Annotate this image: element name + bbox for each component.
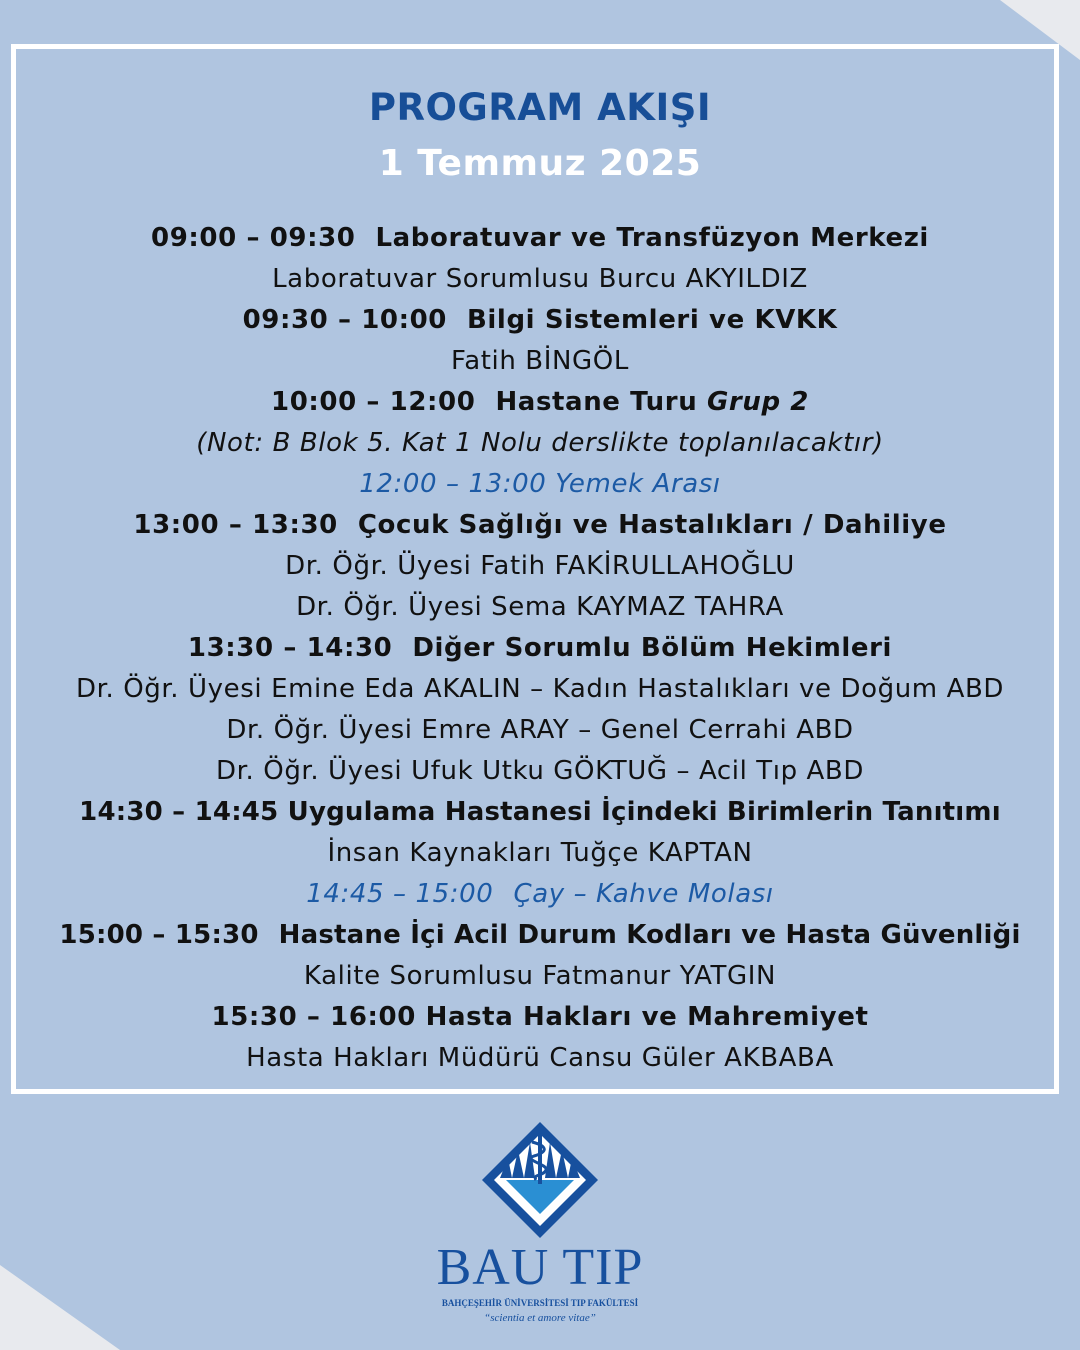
session-header [0,300,1080,341]
session-header [0,382,1080,423]
session-speaker: Dr. Öğr. Üyesi Emine Eda AKALIN – Kadın Hastalıkları ve Doğum ABD [75,674,1005,704]
page-title: PROGRAM AKIŞI [368,86,712,129]
session-header [0,915,1080,956]
session-header [0,505,1080,546]
session-time: 10:00 – 12:00 [271,387,476,417]
session-header [0,628,1080,669]
session-speaker: Kalite Sorumlusu Fatmanur YATGIN [303,961,777,991]
bau-tip-logo [420,1120,660,1330]
logo-motto: “scientia et amore vitae” [484,1312,596,1324]
corner-decoration-bottom [0,1265,120,1350]
session-title: Hasta Hakları ve Mahremiyet [425,1002,869,1032]
session-time: 15:00 – 15:30 [59,920,259,950]
session-time: 14:30 – 14:45 [79,797,279,827]
session-speaker: Fatih BİNGÖL [451,346,629,376]
session-header [0,997,1080,1038]
break-title: Çay – Kahve Molası [513,879,774,909]
session-time: 15:30 – 16:00 [211,1002,416,1032]
session-header [0,792,1080,833]
lunch-break: 12:00 – 13:00 Yemek Arası [359,469,721,499]
session-speaker: Dr. Öğr. Üyesi Ufuk Utku GÖKTUĞ – Acil Tıp ABD [216,756,864,786]
session-speaker: Laboratuvar Sorumlusu Burcu AKYILDIZ [272,264,808,294]
caduceus-emblem-icon [472,1120,608,1238]
coffee-break [0,874,1080,915]
session-time: 09:30 – 10:00 [242,305,447,335]
event-date: 1 Temmuz 2025 [378,143,702,184]
logo-subtitle: BAHÇEŞEHİR ÜNİVERSİTESİ TIP FAKÜLTESİ [441,1298,639,1308]
session-header [0,218,1080,259]
program-schedule [0,218,1080,1079]
session-title: Çocuk Sağlığı ve Hastalıkları / Dahiliye [357,510,947,540]
session-time: 13:00 – 13:30 [133,510,338,540]
logo-wordmark: BAU TIP [436,1239,644,1296]
session-speaker: Dr. Öğr. Üyesi Emre ARAY – Genel Cerrahi ABD [226,715,854,745]
session-group: Grup 2 [706,387,809,417]
session-title: Hastane Turu [495,387,698,417]
session-title: Uygulama Hastanesi İçindeki Birimlerin Tanıtımı [287,797,1001,827]
session-time: 09:00 – 09:30 [151,223,356,253]
session-speaker: İnsan Kaynakları Tuğçe KAPTAN [327,838,753,868]
session-title: Laboratuvar ve Transfüzyon Merkezi [375,223,929,253]
session-note: (Not: B Blok 5. Kat 1 Nolu derslikte toplanılacaktır) [196,428,884,458]
session-speaker: Dr. Öğr. Üyesi Sema KAYMAZ TAHRA [296,592,784,622]
session-time: 13:30 – 14:30 [187,633,393,663]
session-title: Diğer Sorumlu Bölüm Hekimleri [412,633,893,663]
session-title: Hastane İçi Acil Durum Kodları ve Hasta Güvenliği [278,920,1021,950]
session-speaker: Dr. Öğr. Üyesi Fatih FAKİRULLAHOĞLU [285,551,795,581]
session-speaker: Hasta Hakları Müdürü Cansu Güler AKBABA [246,1043,834,1073]
session-title: Bilgi Sistemleri ve KVKK [467,305,838,335]
break-time: 14:45 – 15:00 [306,879,494,909]
